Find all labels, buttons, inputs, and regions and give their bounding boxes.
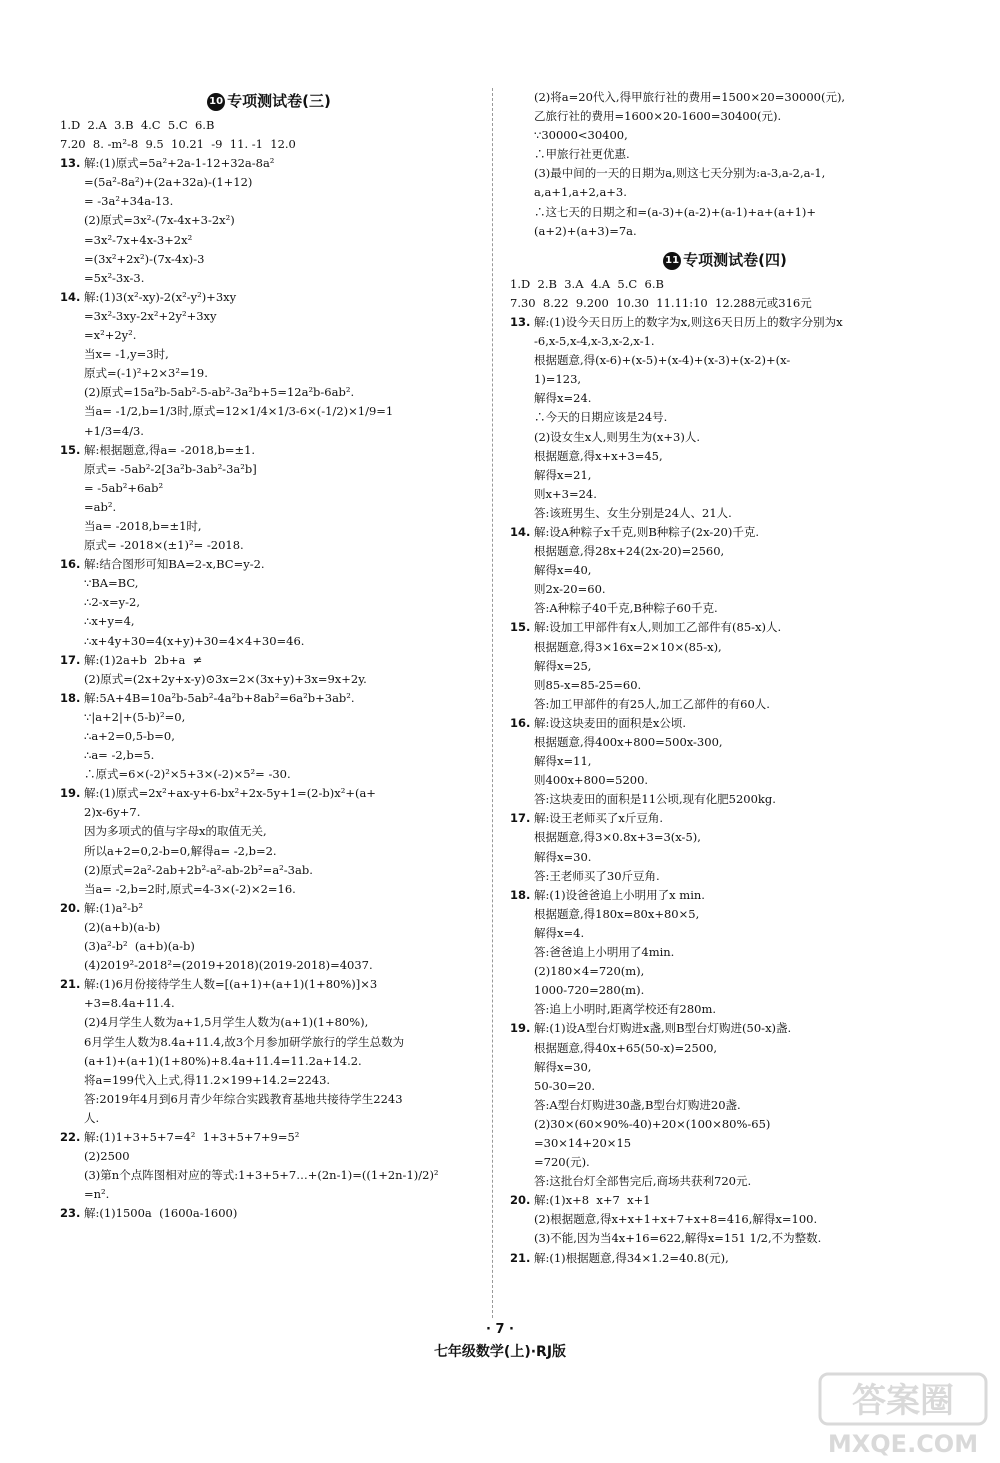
answer-text: (2)(a+b)(a-b) [84, 919, 161, 934]
answer-text: +3=8.4a+11.4. [84, 996, 175, 1011]
answer-line [60, 1166, 478, 1185]
answer-text: 解得x=25, [534, 658, 592, 673]
answer-text: 根据题意,得400x+800=500x-300, [534, 735, 723, 749]
answer-text: 答:2019年4月到6月青少年综合实践教育基地共接待学生2243 [84, 1091, 403, 1106]
answer-line [60, 1013, 478, 1032]
section-title-text: 专项测试卷(四) [683, 250, 787, 269]
answer-text: (2)根据题意,得x+x+1+x+7+x+8=416,解得x=100. [534, 1212, 818, 1227]
answer-text: 乙旅行社的费用=1600×20-1600=30400(元). [534, 109, 782, 124]
answer-text: ∴今天的日期应该是24号. [534, 410, 668, 425]
answer-text: 当x= -1,y=3时, [84, 347, 169, 362]
answer-line [60, 708, 478, 727]
answer-text: 当a= -2018,b=±1时, [84, 518, 202, 533]
page-number: · 7 · [486, 1322, 514, 1337]
answer-line [510, 714, 940, 733]
answer-line [510, 351, 940, 370]
question-number: 19. [60, 786, 81, 801]
answer-text: 原式= -2018×(±1)²= -2018. [84, 538, 244, 553]
answer-line [510, 294, 940, 313]
answer-line [510, 695, 940, 714]
answer-text: 解:设加工甲部件有x人,则加工乙部件有(85-x)人. [534, 620, 782, 635]
answer-text: =(5a²-8a²)+(2a+32a)-(1+12) [84, 175, 253, 190]
answer-line [60, 670, 478, 689]
answer-text: 答:A种粽子40千克,B种粽子60千克. [534, 601, 718, 616]
answer-line [510, 580, 940, 599]
question-number: 17. [60, 652, 81, 667]
answer-text: =n². [84, 1187, 110, 1202]
answer-line [510, 657, 940, 676]
question-number: 23. [60, 1206, 81, 1221]
answer-line [510, 752, 940, 771]
answer-text: (a+2)+(a+3)=7a. [534, 223, 637, 238]
answer-text: =720(元). [534, 1155, 590, 1170]
answer-line [510, 145, 940, 164]
answer-line [60, 192, 478, 211]
answer-text: 1)=123, [534, 372, 582, 387]
question-number: 16. [510, 715, 531, 730]
section-number-badge: 11 [663, 252, 681, 270]
answer-line [60, 1128, 478, 1147]
answer-text: 解:(1)x+8 x+7 x+1 [534, 1193, 651, 1208]
right-answer-lines [510, 275, 940, 1268]
answer-line [510, 638, 940, 657]
answer-line [60, 1109, 478, 1128]
answer-text: ∴a= -2,b=5. [84, 748, 155, 763]
answer-line [60, 765, 478, 784]
answer-line [60, 937, 478, 956]
answer-text: ∴x+4y+30=4(x+y)+30=4×4+30=46. [84, 633, 305, 648]
answer-text: 当a= -2,b=2时,原式=4-3×(-2)×2=16. [84, 881, 296, 896]
question-number: 20. [60, 900, 81, 915]
answer-line [510, 1249, 940, 1268]
answer-text: (3)最中间的一天的日期为a,则这七天分别为:a-3,a-2,a-1, [534, 166, 826, 181]
column-divider [492, 88, 493, 1318]
question-number: 20. [510, 1193, 531, 1208]
answer-text: ∴这七天的日期之和=(a-3)+(a-2)+(a-1)+a+(a+1)+ [534, 204, 817, 219]
answer-line [60, 861, 478, 880]
answer-line [510, 886, 940, 905]
answer-text: 1.D 2.B 3.A 4.A 5.C 6.B [510, 276, 664, 291]
answer-line [510, 1210, 940, 1229]
answer-text: 答:这块麦田的面积是11公顷,现有化肥5200kg. [534, 792, 776, 807]
answer-text: ∵BA=BC, [84, 576, 139, 591]
answer-line [510, 1191, 940, 1210]
question-number: 16. [60, 557, 81, 572]
answer-line [510, 848, 940, 867]
answer-line [60, 345, 478, 364]
answer-text: 解:(1)3(x²-xy)-2(x²-y²)+3xy [84, 289, 237, 304]
answer-text: 则2x-20=60. [534, 582, 606, 597]
answer-text: 原式= -5ab²-2[3a²b-3ab²-3a²b] [84, 461, 257, 476]
question-number: 22. [60, 1129, 81, 1144]
answer-line [60, 116, 478, 135]
question-number: 19. [510, 1021, 531, 1036]
answer-line [60, 154, 478, 173]
answer-text: 根据题意,得(x-6)+(x-5)+(x-4)+(x-3)+(x-2)+(x- [534, 353, 791, 368]
answer-line [510, 183, 940, 202]
answer-line [510, 618, 940, 637]
answer-line [510, 1153, 940, 1172]
answer-line [510, 733, 940, 752]
answer-line [510, 313, 940, 332]
answer-line [510, 107, 940, 126]
answer-line [60, 173, 478, 192]
answer-text: 解得x=4. [534, 925, 585, 940]
answer-text: =3x²-7x+4x-3+2x² [84, 232, 193, 247]
answer-text: =ab². [84, 499, 117, 514]
watermark-text-cn: 答案圈 [852, 1381, 954, 1421]
answer-text: 解得x=21, [534, 467, 592, 482]
answer-text: 解得x=40, [534, 563, 592, 578]
answer-line [510, 1058, 940, 1077]
answer-text: 解:5A+4B=10a²b-5ab²-4a²b+8ab²=6a²b+3ab². [84, 690, 355, 705]
left-answer-lines [60, 116, 478, 1223]
question-number: 18. [510, 887, 531, 902]
answer-line [60, 918, 478, 937]
answer-line [510, 771, 940, 790]
answer-line [510, 1039, 940, 1058]
answer-text: -6,x-5,x-4,x-3,x-2,x-1. [534, 334, 655, 349]
answer-text: 根据题意,得x+x+3=45, [534, 448, 663, 463]
answer-line [60, 784, 478, 803]
answer-line [60, 383, 478, 402]
answer-line [60, 632, 478, 651]
answer-text: (2)原式=2a²-2ab+2b²-a²-ab-2b²=a²-3ab. [84, 862, 313, 877]
answer-text: 解:(1)a²-b² [84, 900, 143, 915]
question-number: 13. [510, 314, 531, 329]
answer-line [60, 727, 478, 746]
answer-text: =x²+2y². [84, 328, 137, 343]
section-number-badge: 10 [207, 93, 225, 111]
right-column [510, 88, 940, 1268]
answer-line [60, 402, 478, 421]
book-title: 七年级数学(上)·RJ版 [433, 1344, 567, 1360]
answer-text: 答:爸爸追上小明用了4min. [534, 945, 675, 960]
answer-text: ∴a+2=0,5-b=0, [84, 729, 175, 743]
answer-line [510, 428, 940, 447]
answer-line [60, 1204, 478, 1223]
answer-line [60, 231, 478, 250]
answer-text: 解:(1)设A型台灯购进x盏,则B型台灯购进(50-x)盏. [534, 1021, 792, 1036]
answer-text: 1.D 2.A 3.B 4.C 5.C 6.B [60, 118, 215, 132]
answer-line [510, 1077, 940, 1096]
question-number: 15. [60, 442, 81, 457]
answer-text: (2)设女生x人,则男生为(x+3)人. [534, 429, 700, 444]
answer-text: 解:(1)1500a (1600a-1600) [84, 1206, 238, 1221]
answer-line [60, 956, 478, 975]
answer-line [510, 561, 940, 580]
answer-line [60, 880, 478, 899]
answer-text: 根据题意,得40x+65(50-x)=2500, [534, 1040, 718, 1055]
answer-text: +1/3=4/3. [84, 423, 144, 438]
answer-line [60, 555, 478, 574]
answer-line [510, 790, 940, 809]
answer-text: (2)30×(60×90%-40)+20×(100×80%-65) [534, 1116, 771, 1131]
answer-line [510, 1096, 940, 1115]
answer-line [60, 994, 478, 1013]
answer-line [510, 905, 940, 924]
answer-line [510, 924, 940, 943]
answer-line [510, 332, 940, 351]
answer-line [60, 307, 478, 326]
answer-line [510, 389, 940, 408]
answer-line [510, 1019, 940, 1038]
answer-text: 50-30=20. [534, 1078, 596, 1093]
answer-text: =(3x²+2x²)-(7x-4x)-3 [84, 251, 205, 266]
answer-line [510, 275, 940, 294]
answer-line [60, 135, 478, 154]
answer-text: 解:(1)根据题意,得34×1.2=40.8(元), [534, 1250, 729, 1265]
answer-line [60, 842, 478, 861]
answer-text: 解:(1)设今天日历上的数字为x,则这6天日历上的数字分别为x [534, 314, 843, 329]
answer-text: =5x²-3x-3. [84, 270, 145, 285]
answer-text: 解得x=30. [534, 849, 592, 864]
answer-line [510, 88, 940, 107]
answer-line [60, 364, 478, 383]
answer-text: (a+1)+(a+1)(1+80%)+8.4a+11.4=11.2a+14.2. [84, 1053, 362, 1068]
answer-text: ∵|a+2|+(5-b)²=0, [84, 709, 186, 724]
answer-line [60, 612, 478, 631]
answer-text: (2)原式=(2x+2y+x-y)⊙3x=2×(3x+y)+3x=9x+2y. [84, 671, 367, 686]
answer-line [60, 975, 478, 994]
answer-line [60, 498, 478, 517]
answer-line [510, 466, 940, 485]
question-number: 21. [60, 977, 81, 992]
answer-line [60, 250, 478, 269]
answer-line [60, 574, 478, 593]
answer-text: 答:追上小明时,距离学校还有280m. [534, 1002, 717, 1017]
answer-text: 答:A型台灯购进30盏,B型台灯购进20盏. [534, 1097, 741, 1112]
watermark-logo [818, 1370, 988, 1460]
section-title-right [510, 247, 940, 273]
answer-text: 解得x=30, [534, 1059, 592, 1074]
answer-line [510, 1115, 940, 1134]
answer-line [60, 1052, 478, 1071]
answer-text: 答:该班男生、女生分别是24人、21人. [534, 505, 732, 520]
answer-line [60, 479, 478, 498]
answer-line [60, 441, 478, 460]
answer-line [60, 1033, 478, 1052]
answer-text: 7.20 8. -m²-8 9.5 10.21 -9 11. -1 12.0 [60, 137, 296, 152]
watermark-text-url: MXQE.COM [827, 1430, 979, 1458]
answer-text: 根据题意,得180x=80x+80×5, [534, 906, 700, 921]
answer-text: (3)a²-b² (a+b)(a-b) [84, 939, 195, 954]
answer-text: 因为多项式的值与字母x的取值无关, [84, 824, 267, 839]
answer-text: ∴原式=6×(-2)²×5+3×(-2)×5²= -30. [84, 767, 291, 782]
answer-text: 解:(1)原式=2x²+ax-y+6-bx²+2x-5y+1=(2-b)x²+(a+ [84, 786, 376, 801]
answer-line [510, 1134, 940, 1153]
question-number: 18. [60, 690, 81, 705]
answer-line [510, 1229, 940, 1248]
answer-line [60, 1185, 478, 1204]
answer-text: ∵30000<30400, [534, 128, 628, 143]
answer-text: 解:设这块麦田的面积是x公顷. [534, 715, 687, 730]
answer-line [60, 536, 478, 555]
right-continued-lines [510, 88, 940, 241]
answer-line [60, 326, 478, 345]
answer-line [60, 651, 478, 670]
answer-line [60, 211, 478, 230]
answer-text: 解:设A种粽子x千克,则B种粽子(2x-20)千克. [534, 524, 760, 539]
answer-text: 解得x=24. [534, 391, 592, 406]
answer-line [510, 981, 940, 1000]
left-column [60, 88, 478, 1223]
answer-text: 所以a+2=0,2-b=0,解得a= -2,b=2. [84, 843, 277, 858]
answer-line [60, 899, 478, 918]
answer-line [60, 269, 478, 288]
answer-line [510, 542, 940, 561]
answer-line [510, 1000, 940, 1019]
answer-text: 根据题意,得3×0.8x+3=3(x-5), [534, 830, 701, 845]
answer-text: (2)4月学生人数为a+1,5月学生人数为(a+1)(1+80%), [84, 1015, 369, 1030]
answer-line [60, 593, 478, 612]
question-number: 14. [510, 524, 531, 539]
section-title-text: 专项测试卷(三) [227, 92, 331, 110]
answer-text: a,a+1,a+2,a+3. [534, 185, 627, 200]
answer-text: 将a=199代入上式,得11.2×199+14.2=2243. [84, 1072, 331, 1087]
answer-text: (2)180×4=720(m), [534, 964, 645, 979]
question-number: 13. [60, 156, 81, 171]
answer-text: 解:(1)设爸爸追上小明用了x min. [534, 887, 705, 902]
answer-line [60, 689, 478, 708]
answer-text: 则400x+800=5200. [534, 773, 649, 788]
answer-line [510, 164, 940, 183]
answer-text: 6月学生人数为8.4a+11.4,故3个月参加研学旅行的学生总数为 [84, 1034, 405, 1049]
answer-text: (2)原式=15a²b-5ab²-5-ab²-3a²b+5=12a²b-6ab². [84, 385, 355, 400]
answer-line [510, 943, 940, 962]
answer-text: 则85-x=85-25=60. [534, 677, 642, 692]
answer-line [510, 962, 940, 981]
answer-line [60, 746, 478, 765]
answer-line [510, 408, 940, 427]
answer-text: 原式=(-1)²+2×3²=19. [84, 366, 208, 381]
answer-text: 答:加工甲部件的有25人,加工乙部件的有60人. [534, 696, 770, 711]
answer-line [510, 222, 940, 241]
answer-line [510, 523, 940, 542]
answer-text: (2)将a=20代入,得甲旅行社的费用=1500×20=30000(元), [534, 90, 846, 104]
answer-line [60, 822, 478, 841]
answer-line [510, 447, 940, 466]
answer-text: 人. [84, 1110, 100, 1125]
answer-text: 解:(1)原式=5a²+2a-1-12+32a-8a² [84, 156, 275, 171]
answer-text: (2)原式=3x²-(7x-4x+3-2x²) [84, 213, 235, 228]
answer-text: (3)不能,因为当4x+16=622,解得x=151 1/2,不为整数. [534, 1231, 822, 1246]
answer-line [60, 1090, 478, 1109]
answer-text: (2)2500 [84, 1149, 130, 1164]
question-number: 15. [510, 620, 531, 635]
answer-line [60, 288, 478, 307]
answer-text: = -3a²+34a-13. [84, 194, 174, 209]
section-title-left [60, 88, 478, 114]
answer-text: ∴甲旅行社更优惠. [534, 147, 630, 162]
answer-text: 解:设王老师买了x斤豆角. [534, 811, 664, 826]
answer-text: 7.30 8.22 9.200 10.30 11.11:10 12.288元或316元 [510, 295, 812, 310]
answer-text: =3x²-3xy-2x²+2y²+3xy [84, 308, 217, 323]
answer-line [60, 422, 478, 441]
answer-text: 解:(1)1+3+5+7=4² 1+3+5+7+9=5² [84, 1129, 300, 1144]
answer-text: (4)2019²-2018²=(2019+2018)(2019-2018)=4037. [84, 958, 373, 973]
answer-text: = -5ab²+6ab² [84, 480, 164, 495]
question-number: 14. [60, 289, 81, 304]
answer-text: 解:(1)6月份接待学生人数=[(a+1)+(a+1)(1+80%)]×3 [84, 977, 378, 992]
answer-line [510, 504, 940, 523]
question-number: 21. [510, 1250, 531, 1265]
answer-text: 解:(1)2a+b 2b+a ≠ [84, 652, 203, 667]
answer-line [510, 1172, 940, 1191]
answer-text: 答:王老师买了30斤豆角. [534, 868, 660, 883]
answer-line [510, 126, 940, 145]
answer-text: 当a= -1/2,b=1/3时,原式=12×1/4×1/3-6×(-1/2)×1/9=1 [84, 404, 394, 419]
answer-line [510, 676, 940, 695]
answer-text: 解:根据题意,得a= -2018,b=±1. [84, 442, 256, 457]
answer-text: 解得x=11, [534, 754, 592, 769]
answer-text: 2)x-6y+7. [84, 805, 141, 820]
answer-line [60, 1147, 478, 1166]
answer-line [60, 803, 478, 822]
answer-text: 答:这批台灯全部售完后,商场共获利720元. [534, 1174, 752, 1189]
answer-line [510, 809, 940, 828]
answer-text: ∴2-x=y-2, [84, 595, 140, 610]
answer-text: 则x+3=24. [534, 486, 597, 501]
answer-line [510, 485, 940, 504]
answer-line [60, 460, 478, 479]
answer-line [510, 203, 940, 222]
answer-line [510, 599, 940, 618]
answer-line [60, 1071, 478, 1090]
answer-text: 根据题意,得28x+24(2x-20)=2560, [534, 544, 725, 559]
answer-text: 1000-720=280(m). [534, 983, 645, 998]
answer-text: ∴x+y=4, [84, 614, 135, 629]
answer-text: (3)第n个点阵图相对应的等式:1+3+5+7…+(2n-1)=((1+2n-1)/2)² [84, 1168, 439, 1183]
answer-line [60, 517, 478, 536]
answer-line [510, 828, 940, 847]
answer-text: 解:结合图形可知BA=2-x,BC=y-2. [84, 557, 265, 572]
answer-line [510, 370, 940, 389]
answer-line [510, 867, 940, 886]
answer-text: 根据题意,得3×16x=2×10×(85-x), [534, 639, 722, 654]
answer-text: =30×14+20×15 [534, 1135, 632, 1150]
question-number: 17. [510, 811, 531, 826]
